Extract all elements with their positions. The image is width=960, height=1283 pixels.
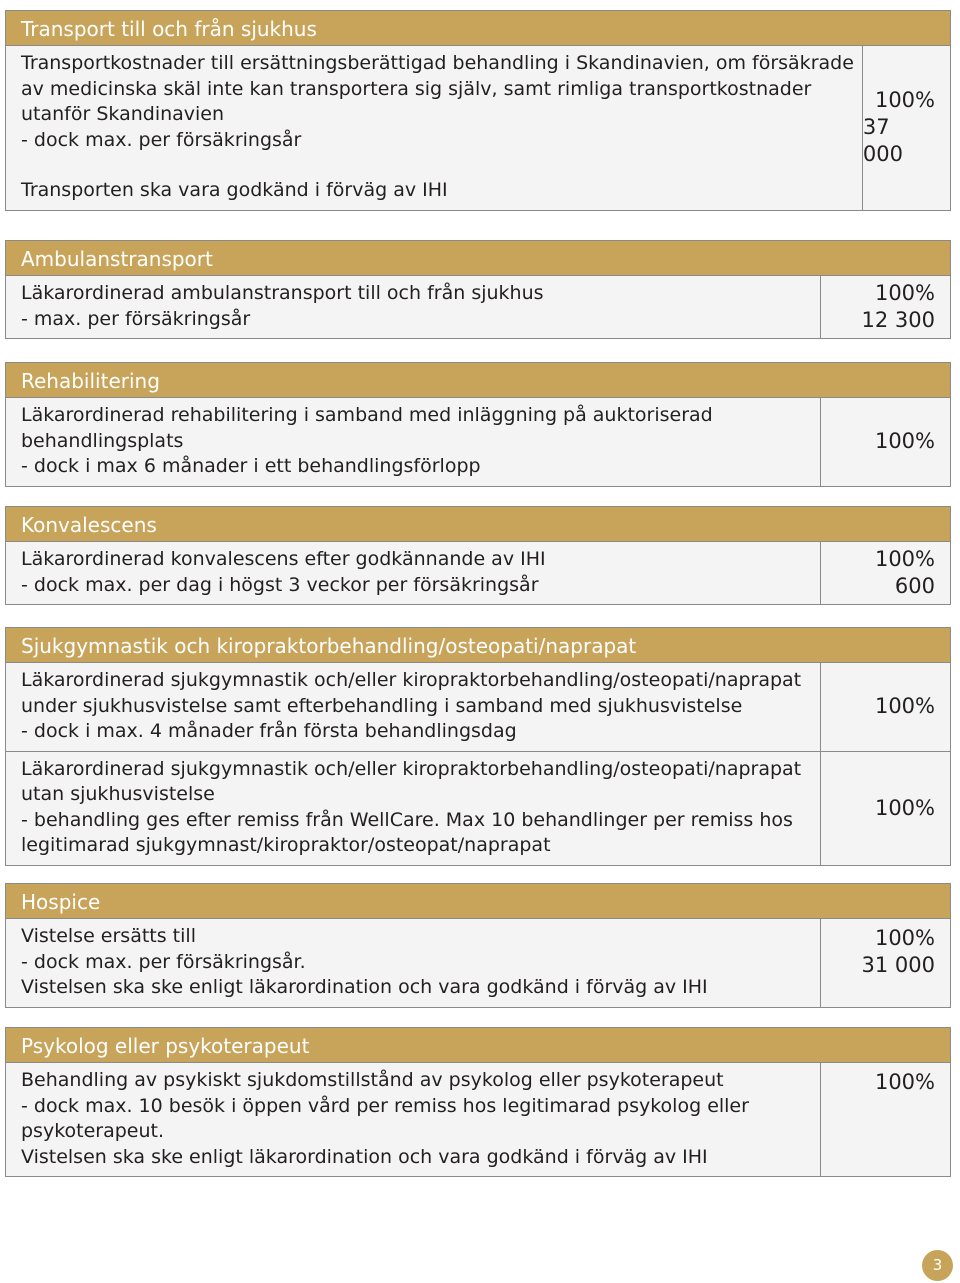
description-line: - dock max. per försäkringsår. [21, 950, 306, 973]
description-line: Läkarordinerad rehabilitering i samband med inläggning på auktoriserad [21, 404, 713, 426]
paragraph-gap [21, 153, 854, 178]
section-title: Psykolog eller psykoterapeut [6, 1028, 950, 1063]
row-values [821, 752, 950, 865]
coverage-percent: 100% [874, 429, 935, 454]
section-title: Konvalescens [6, 507, 950, 542]
description-line: - dock i max. 4 månader från första behandlingsdag [21, 720, 517, 742]
description-line: - dock max. per dag i högst 3 veckor per försäkringsår [21, 573, 539, 596]
row-description [6, 398, 821, 486]
section-convalescence [5, 506, 951, 605]
description-line: - dock max. per försäkringsår [21, 128, 302, 151]
description-line: Läkarordinerad sjukgymnastik och/eller kiropraktorbehandling/osteopati/naprapat [21, 757, 802, 780]
coverage-percent: 100% [874, 281, 935, 305]
max-amount: 31 000 [861, 953, 935, 977]
description-line: Transporten ska vara godkänd i förväg av IHI [21, 179, 448, 201]
row-description [6, 752, 821, 865]
table-row [6, 542, 950, 604]
coverage-percent: 100% [874, 694, 935, 719]
row-values [821, 276, 950, 338]
description-line: - dock i max 6 månader i ett behandlingsförlopp [21, 455, 481, 477]
row-values [821, 919, 950, 1007]
page-number-badge: 3 [922, 1250, 953, 1281]
description-line: Behandling av psykiskt sjukdomstillstånd av psykolog eller psykoterapeut [21, 1069, 724, 1091]
section-ambulance [5, 240, 951, 339]
table-row [6, 919, 950, 1007]
description-line: Vistelsen ska ske enligt läkarordination och vara godkänd i förväg av IHI [21, 1145, 708, 1168]
row-description [6, 542, 821, 604]
row-values [821, 1063, 950, 1176]
description-line: Vistelsen ska ske enligt läkarordination och vara godkänd i förväg av IHI [21, 976, 708, 998]
description-line: under sjukhusvistelse samt efterbehandling i samband med sjukhusvistelse [21, 694, 743, 717]
description-line: - max. per försäkringsår [21, 307, 251, 330]
section-hospice [5, 883, 951, 1008]
description-line: av medicinska skäl inte kan transportera sig själv, samt rimliga transportkostnader [21, 77, 812, 100]
row-description [6, 1063, 821, 1176]
max-amount: 37 000 [862, 115, 903, 167]
coverage-percent: 100% [874, 547, 935, 571]
max-amount: 600 [894, 574, 935, 598]
description-line: utanför Skandinavien [21, 103, 225, 125]
coverage-percent: 100% [874, 795, 935, 820]
section-title: Transport till och från sjukhus [6, 11, 950, 46]
row-description [6, 663, 821, 751]
coverage-percent: 100% [874, 88, 935, 113]
table-row [6, 663, 950, 751]
table-row [6, 751, 950, 865]
row-values [863, 46, 950, 210]
section-psychologist [5, 1027, 951, 1177]
section-rehabilitation [5, 362, 951, 487]
row-values [821, 398, 950, 486]
description-line: Vistelse ersätts till [21, 925, 196, 947]
section-physiotherapy [5, 627, 951, 866]
description-line: Läkarordinerad ambulanstransport till och från sjukhus [21, 282, 544, 304]
row-values [821, 663, 950, 751]
description-line: utan sjukhusvistelse [21, 783, 215, 805]
row-description [6, 46, 863, 210]
description-line: psykoterapeut. [21, 1120, 165, 1142]
description-line: legitimarad sjukgymnast/kiropraktor/osteopat/naprapat [21, 834, 551, 856]
description-line: behandlingsplats [21, 429, 184, 452]
row-description [6, 276, 821, 338]
max-amount: 12 300 [861, 308, 935, 332]
section-title: Sjukgymnastik och kiropraktorbehandling/osteopati/naprapat [6, 628, 950, 663]
description-line: - dock max. 10 besök i öppen vård per remiss hos legitimarad psykolog eller [21, 1094, 749, 1117]
coverage-percent: 100% [874, 926, 935, 950]
coverage-percent: 100% [874, 1070, 935, 1094]
description-line: - behandling ges efter remiss från WellCare. Max 10 behandlinger per remiss hos [21, 808, 793, 831]
table-row [6, 398, 950, 486]
row-values [821, 542, 950, 604]
table-row [6, 1063, 950, 1176]
description-line: Läkarordinerad sjukgymnastik och/eller kiropraktorbehandling/osteopati/naprapat [21, 669, 802, 691]
description-line: Transportkostnader till ersättningsberättigad behandling i Skandinavien, om försäkrade [21, 52, 854, 74]
section-title: Hospice [6, 884, 950, 919]
description-line: Läkarordinerad konvalescens efter godkännande av IHI [21, 548, 546, 570]
row-description [6, 919, 821, 1007]
table-row [6, 46, 950, 210]
section-title: Rehabilitering [6, 363, 950, 398]
section-title: Ambulanstransport [6, 241, 950, 276]
table-row [6, 276, 950, 338]
section-transport [5, 10, 951, 211]
